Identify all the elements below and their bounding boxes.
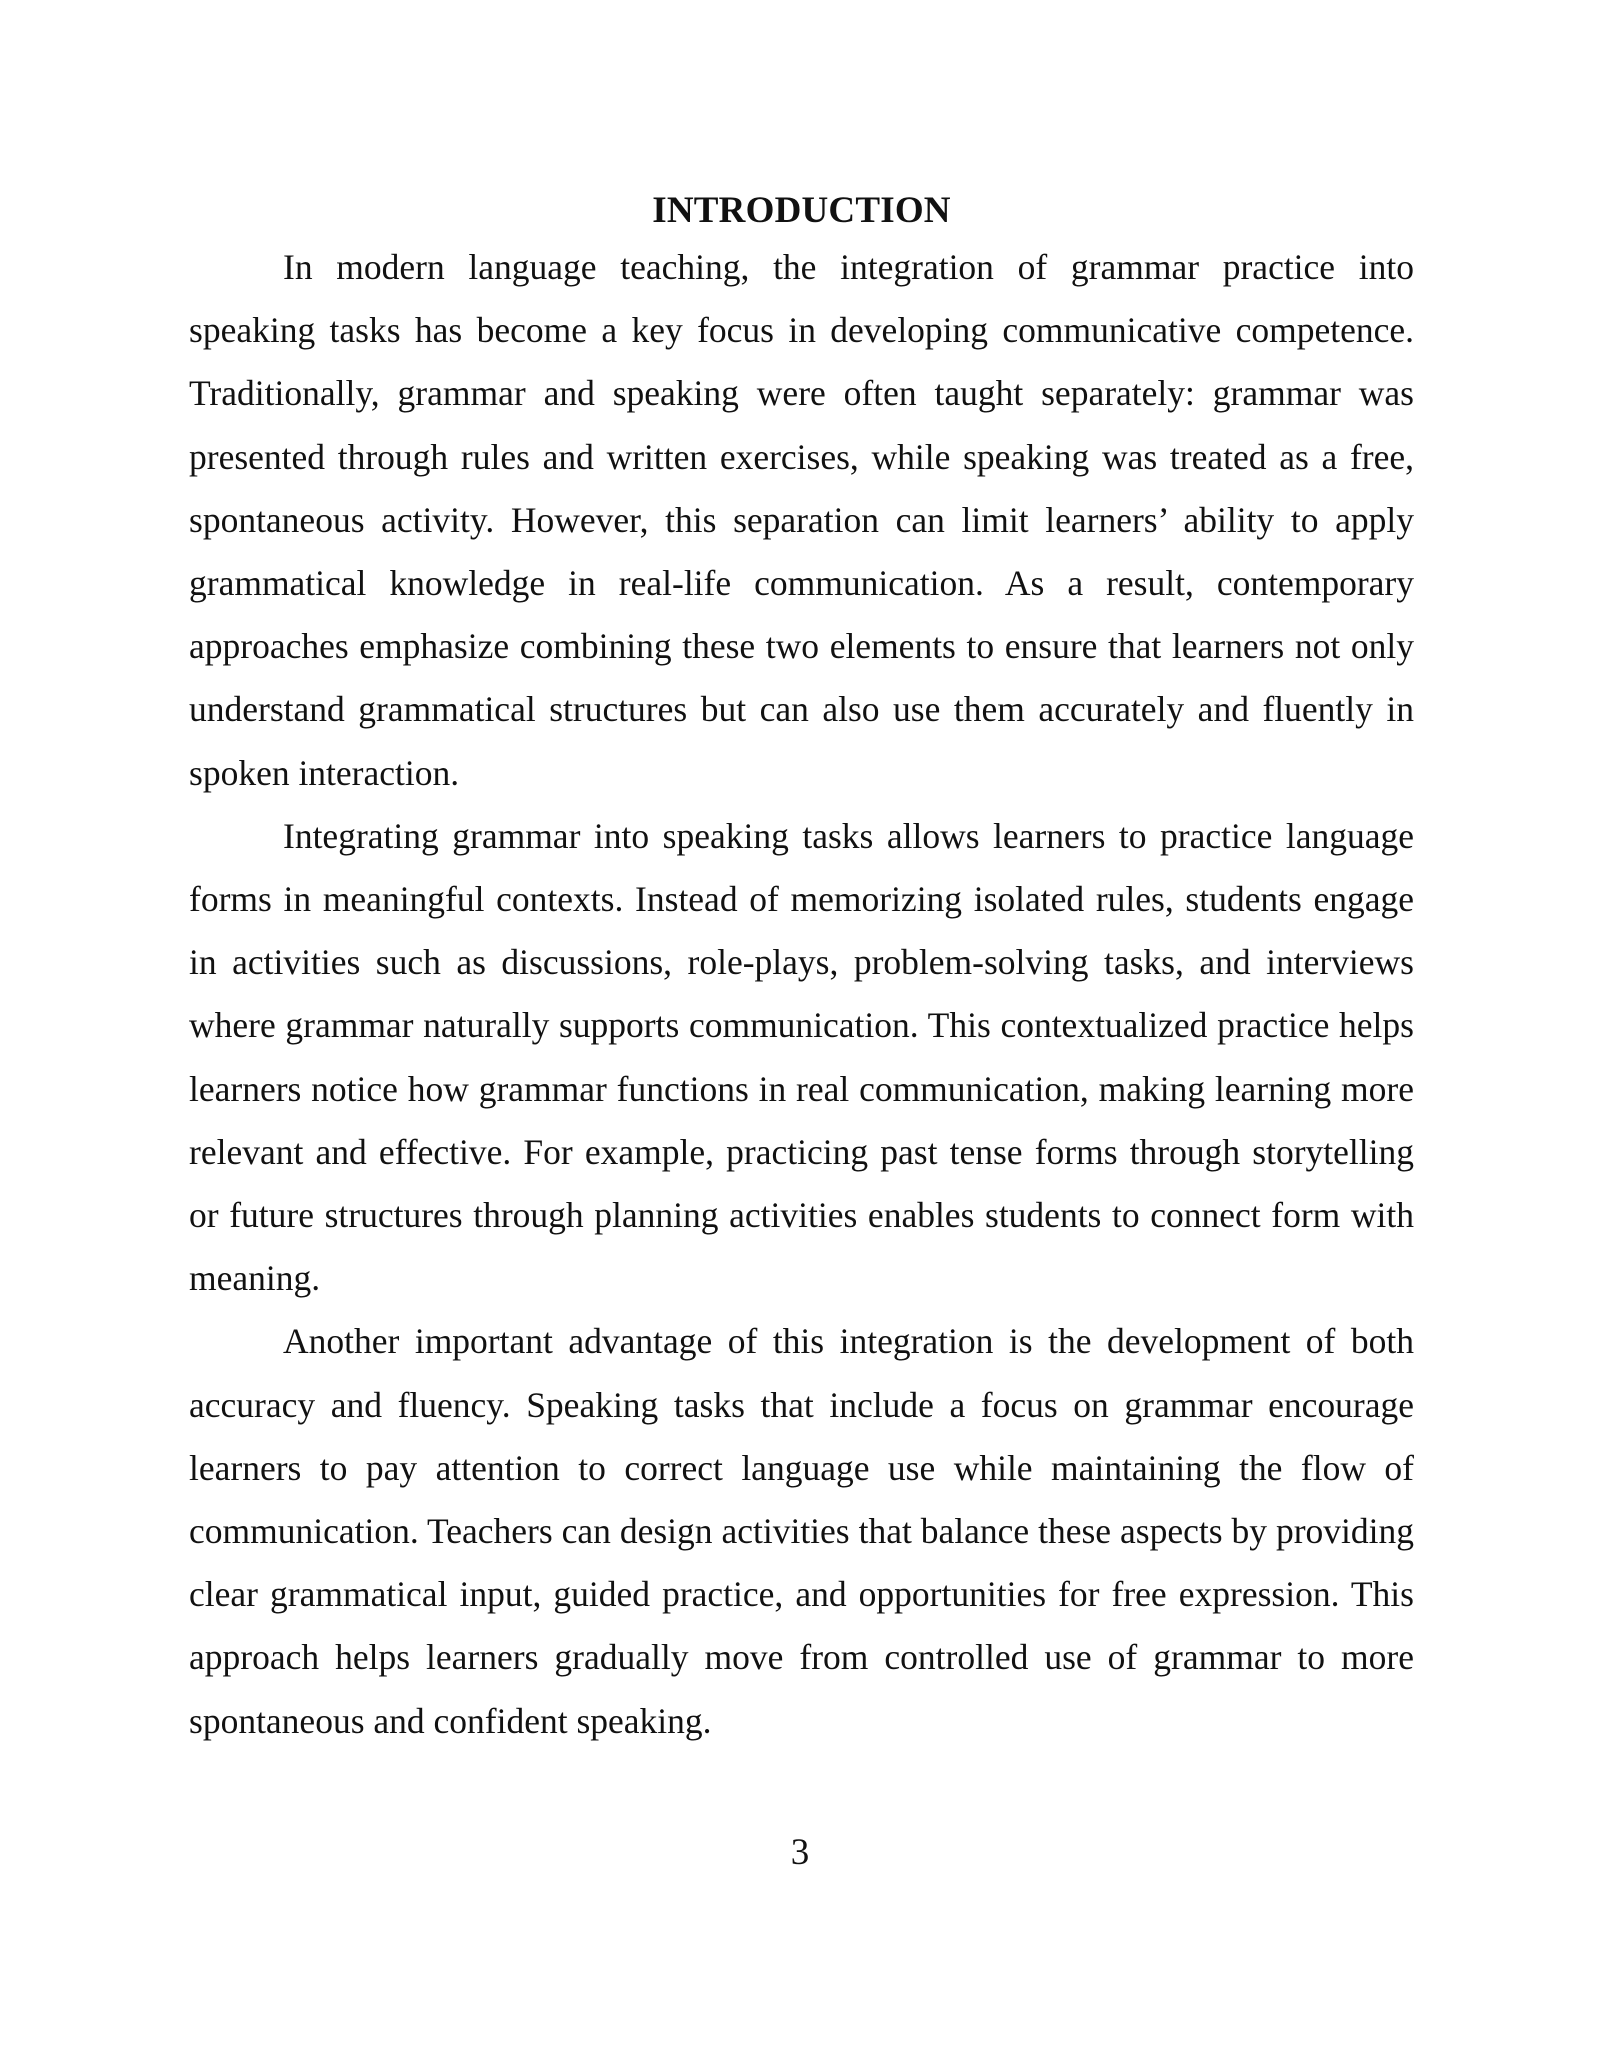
page-content	[189, 186, 1414, 1753]
section-heading: INTRODUCTION	[652, 190, 951, 231]
page-number: 3	[790, 1832, 810, 1873]
paragraph-3: Another important advantage of this integration is the development of both accuracy and fluency. Speaking tasks that include a focus on grammar encourage learners to pay attention to correct language use while maintaining the flow of communication. Teachers can design activities that balance these aspects by providing clear grammatical input, guided practice, and opportunities for free expression. This approach helps learners gradually move from controlled use of grammar to more spontaneous and confident speaking.	[189, 1321, 1414, 1741]
paragraph-1: In modern language teaching, the integration of grammar practice into speaking tasks has become a key focus in developing communicative competence. Traditionally, grammar and speaking were often taught separately: grammar was presented through rules and written exercises, while speaking was treated as a free, spontaneous activity. However, this separation can limit learners’ ability to apply grammatical knowledge in real-life communication. As a result, contemporary approaches emphasize combining these two elements to ensure that learners not only understand grammatical structures but can also use them accurately and fluently in spoken interaction.	[189, 247, 1414, 793]
paragraph-2: Integrating grammar into speaking tasks allows learners to practice language forms in meaningful contexts. Instead of memorizing isolated rules, students engage in activities such as discussions, role-plays, problem-solving tasks, and interviews where grammar naturally supports communication. This contextualized practice helps learners notice how grammar functions in real communication, making learning more relevant and effective. For example, practicing past tense forms through storytelling or future structures through planning activities enables students to connect form with meaning.	[189, 815, 1414, 1299]
